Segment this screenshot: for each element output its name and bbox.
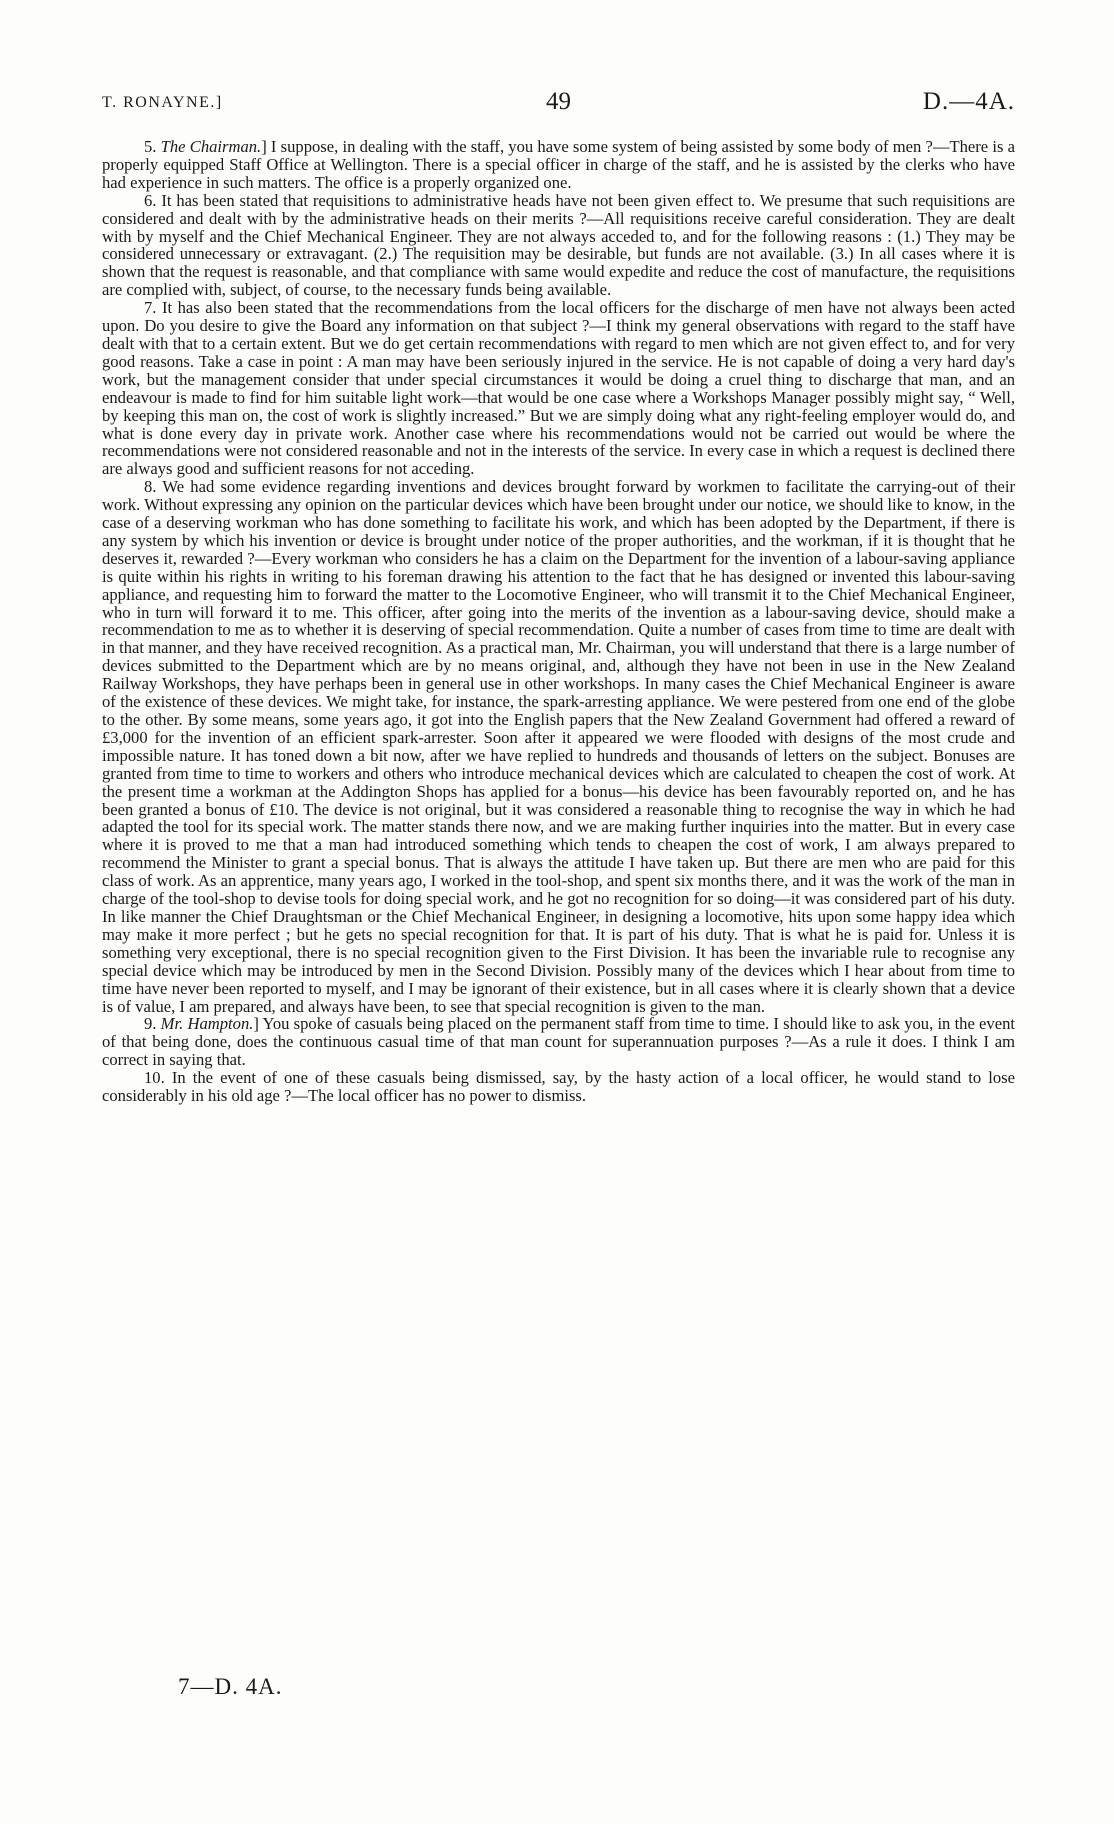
header-witness-name: T. RONAYNE.] — [102, 94, 223, 111]
paragraph-text: 7. It has also been stated that the recommendations from the local officers for the discharge of men have not always been acted upon. Do you desire to give the Board any information on that subject ?—I think my general observations with regard to the staff have dealt with that to a certain extent. But we do get certain recommendations with regard to men which are not given effect to, and for very good reasons. Take a case in point : A man may have been seriously injured in the service. He is not capable of doing a very hard day's work, but the management consider that under special circumstances it would be doing a cruel thing to discharge that man, and an endeavour is made to find for him suitable light work—that would be one case where a Workshops Manager possibly might say, “ Well, by keeping this man on, the cost of work is slightly increased.” But we are simply doing what any right-feeling employer would do, and what is done every day in private work. Another case where his recommendations would not be carried out would be where the recommendations were not considered reasonable and not in the interests of the service. In every case in which a request is declined there are always good and sufficient reasons for not acceding. — [102, 298, 1015, 479]
speaker-name: Mr. Hampton. — [160, 1014, 254, 1034]
paragraph-text: ] You spoke of casuals being placed on the permanent staff from time to time. I should like to ask you, in the event of that being done, does the continuous casual time of that man count for superannuation purposes ?—As a rule it does. I think I am correct in saying that. — [102, 1014, 1015, 1070]
paragraph-8 — [102, 478, 1015, 1015]
paragraph-9 — [102, 1015, 1015, 1069]
paragraph-6 — [102, 192, 1015, 299]
paragraph-5 — [102, 138, 1015, 192]
paragraph-number: 9. — [144, 1014, 161, 1034]
body-text — [102, 138, 1015, 1105]
speaker-name: The Chairman. — [160, 137, 262, 156]
paragraph-7 — [102, 299, 1015, 478]
paragraph-number: 5. — [144, 137, 161, 156]
paragraph-text: ] I suppose, in dealing with the staff, you have some system of being assisted by some body of men ?—There is a properly equipped Staff Office at Wellington. There is a special officer in charge of the staff, and he is assisted by the clerks who have had experience in such matters. The office is a properly organized one. — [102, 137, 1016, 192]
page-header — [102, 88, 1015, 118]
paragraph-10 — [102, 1069, 1015, 1105]
paragraph-text: 10. In the event of one of these casuals being dismissed, say, by the hasty action of a local officer, he would stand to lose considerably in his old age ?—The local officer has no power to dismiss. — [102, 1068, 1015, 1106]
document-reference: D.—4A. — [922, 88, 1015, 115]
paragraph-text: 8. We had some evidence regarding inventions and devices brought forward by workmen to facilitate the carrying-out of their work. Without expressing any opinion on the particular devices which have been brought under our notice, we should like to know, in the case of a deserving workman who has done something to facilitate his work, and which has been adopted by the Department, if there is any system by which his invention or device is brought under notice of the proper authorities, and the workman, if it is thought that he deserves it, rewarded ?—Every workman who considers he has a claim on the Department for the invention of a labour-saving appliance is quite within his rights in writing to his foreman drawing his attention to the fact that he has designed or invented this labour-saving appliance, and requesting him to forward the matter to the Locomotive Engineer, who will transmit it to the Chief Mechanical Engineer, who in turn will forward it to me. This officer, after going into the merits of the invention as a labour-saving device, should make a recommendation to me as to whether it is deserving of special recommendation. Quite a number of cases from time to time are dealt with in that manner, and they have received recognition. As a practical man, Mr. Chairman, you will understand that there is a large number of devices submitted to the Department which are by no means original, and, although they have not been in use in the New Zealand Railway Workshops, they have perhaps been in general use in other workshops. In many cases the Chief Mechanical Engineer is aware of the existence of these devices. We might take, for instance, the spark-arresting appliance. We were pestered from one end of the globe to the other. By some means, some years ago, it got into the English papers that the New Zealand Government had offered a reward of £3,000 for the invention of an efficient spark-arrester. Soon after it appeared we were flooded with designs of the most crude and impossible nature. It has toned down a bit now, after we have replied to hundreds and thousands of letters on the subject. Bonuses are granted from time to time to workers and others who introduce mechanical devices which are calculated to cheapen the cost of work. At the present time a workman at the Addington Shops has applied for a bonus—his device has been favourably reported on, and he has been granted a bonus of £10. The device is not original, but it was considered a reasonable thing to recognise the way in which he had adapted the tool for its special work. The matter stands there now, and we are making further inquiries into the matter. But in every case where it is proved to me that a man had introduced something which tends to cheapen the cost of work, I am always prepared to recommend the Minister to grant a special bonus. That is always the attitude I have taken up. But there are men who are paid for this class of work. As an apprentice, many years ago, I worked in the tool-shop, and spent six months there, and it was the work of the man in charge of the tool-shop to devise tools for doing special work, and he got no recognition for so doing—it was considered part of his duty. In like manner the Chief Draughtsman or the Chief Mechanical Engineer, in designing a locomotive, hits upon some happy idea which may make it more perfect ; but he gets no special recognition for that. It is part of his duty. That is what he is paid for. Unless it is something very exceptional, there is no special recognition given to the First Division. It has been the invariable rule to recognise any special device which may be introduced by men in the Second Division. Possibly many of the devices which I hear about from time to time have never been reported to myself, and I may be ignorant of their existence, but in all cases where it is clearly shown that a device is of value, I am prepared, and always have been, to see that special recognition is given to the man. — [102, 477, 1015, 1016]
printer-signature: 7—D. 4A. — [178, 1674, 283, 1699]
page-number: 49 — [546, 88, 571, 115]
paragraph-text: 6. It has been stated that requisitions to administrative heads have not been given effect to. We presume that such requisitions are considered and dealt with by the administrative heads on their merits ?—All requisitions receive careful consideration. They are dealt with by myself and the Chief Mechanical Engineer. They are not always acceded to, and for the following reasons : (1.) They may be considered unnecessary or extravagant. (2.) The requisition may be desirable, but funds are not available. (3.) In all cases where it is shown that the request is reasonable, and that compliance with same would expedite and reduce the cost of manufacture, the requisitions are complied with, subject, of course, to the necessary funds being available. — [102, 190, 1015, 300]
